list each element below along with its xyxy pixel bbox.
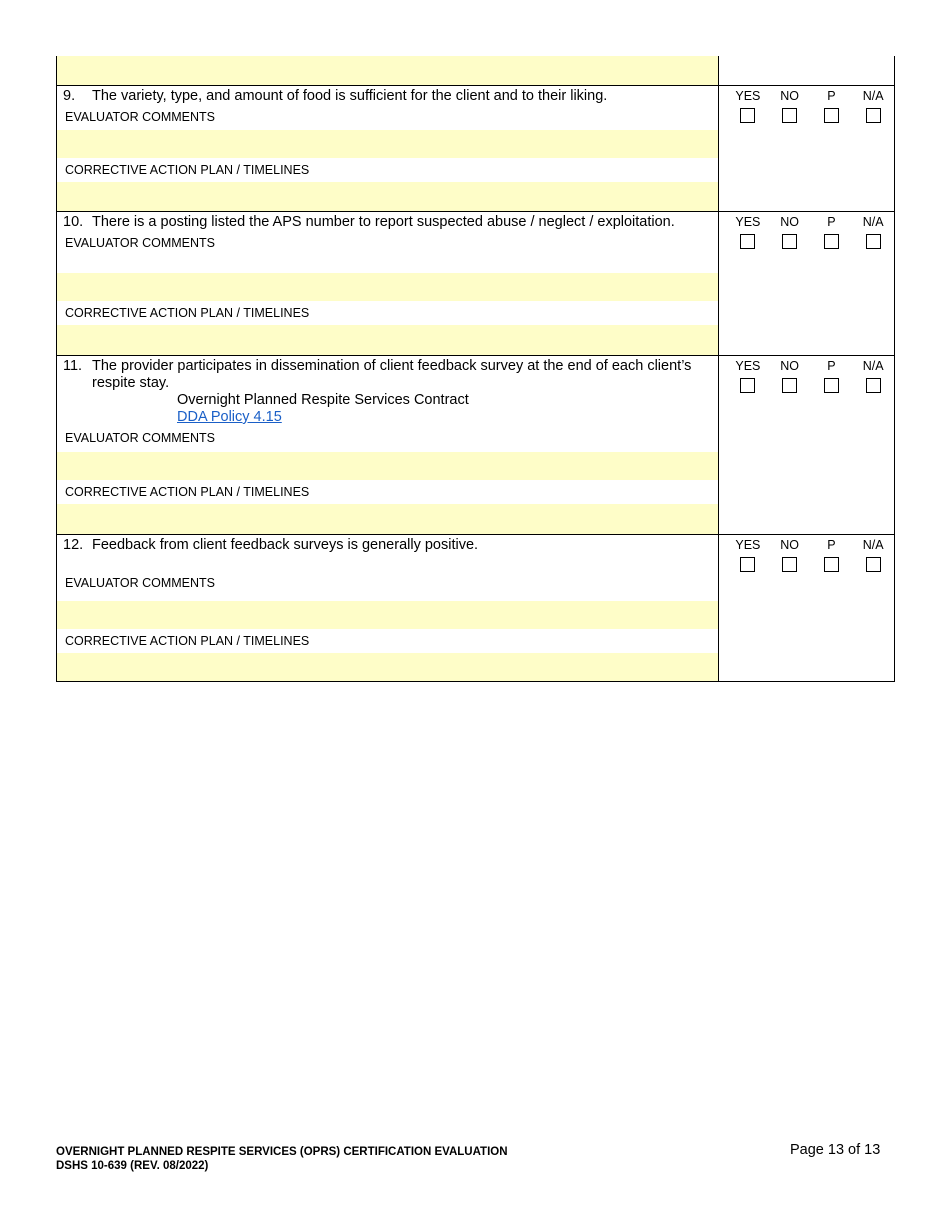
no-checkbox[interactable] <box>782 108 797 123</box>
form-id: DSHS 10-639 (REV. 08/2022) <box>56 1160 209 1172</box>
corrective-action-label: CORRECTIVE ACTION PLAN / TIMELINES <box>65 634 310 648</box>
option-yes-label: YES <box>735 215 761 229</box>
form-footer <box>56 1145 508 1173</box>
answer-options <box>719 356 895 452</box>
evaluator-comments-field[interactable] <box>56 452 719 480</box>
corrective-action-field[interactable] <box>56 653 719 682</box>
form-title: OVERNIGHT PLANNED RESPITE SERVICES (OPRS) CERTIFICATION EVALUATION <box>56 1146 508 1158</box>
evaluator-comments-field[interactable] <box>56 601 719 629</box>
prev-corrective-field[interactable] <box>56 56 719 85</box>
dda-policy-link[interactable]: DDA Policy 4.15 <box>177 409 282 425</box>
na-checkbox[interactable] <box>866 378 881 393</box>
corrective-action-field[interactable] <box>56 325 719 355</box>
prev-corrective-field-row <box>56 56 895 85</box>
no-checkbox[interactable] <box>782 378 797 393</box>
option-p-label: P <box>827 359 836 373</box>
yes-checkbox[interactable] <box>740 378 755 393</box>
evaluator-comments-field[interactable] <box>56 273 719 301</box>
contract-reference: Overnight Planned Respite Services Contract <box>177 392 469 408</box>
page-number: Page 13 of 13 <box>790 1142 881 1158</box>
no-checkbox[interactable] <box>782 234 797 249</box>
corrective-action-field[interactable] <box>56 182 719 211</box>
p-checkbox[interactable] <box>824 378 839 393</box>
option-no-label: NO <box>780 215 799 229</box>
na-checkbox[interactable] <box>866 108 881 123</box>
evaluator-comments-label: EVALUATOR COMMENTS <box>65 110 216 124</box>
question-10-row <box>56 211 895 273</box>
question-12-row <box>56 534 895 601</box>
question-11-row <box>56 355 895 452</box>
question-number: 10. <box>63 214 84 230</box>
question-text: The provider participates in dissemination of client feedback survey at the end of each client’s respite stay. <box>92 358 692 391</box>
option-p-label: P <box>827 215 836 229</box>
answer-options <box>719 86 895 130</box>
yes-checkbox[interactable] <box>740 234 755 249</box>
question-text: There is a posting listed the APS number to report suspected abuse / neglect / exploitation. <box>92 214 675 230</box>
corrective-action-field[interactable] <box>56 504 719 534</box>
p-checkbox[interactable] <box>824 234 839 249</box>
evaluator-comments-label: EVALUATOR COMMENTS <box>65 236 216 250</box>
option-no-label: NO <box>780 359 799 373</box>
corrective-action-label: CORRECTIVE ACTION PLAN / TIMELINES <box>65 163 310 177</box>
option-yes-label: YES <box>735 89 761 103</box>
option-p-label: P <box>827 538 836 552</box>
question-text: The variety, type, and amount of food is sufficient for the client and to their liking. <box>92 88 608 104</box>
question-number: 12. <box>63 537 84 553</box>
question-number: 11. <box>63 358 83 374</box>
evaluation-form <box>56 56 895 682</box>
yes-checkbox[interactable] <box>740 108 755 123</box>
corrective-action-label: CORRECTIVE ACTION PLAN / TIMELINES <box>65 306 310 320</box>
question-number: 9. <box>63 88 76 104</box>
option-na-label: N/A <box>862 538 884 552</box>
option-na-label: N/A <box>862 359 884 373</box>
option-p-label: P <box>827 89 836 103</box>
question-9-row <box>56 85 895 130</box>
option-na-label: N/A <box>862 89 884 103</box>
na-checkbox[interactable] <box>866 234 881 249</box>
yes-checkbox[interactable] <box>740 557 755 572</box>
option-na-label: N/A <box>862 215 884 229</box>
p-checkbox[interactable] <box>824 557 839 572</box>
option-yes-label: YES <box>735 359 761 373</box>
p-checkbox[interactable] <box>824 108 839 123</box>
na-checkbox[interactable] <box>866 557 881 572</box>
question-text: Feedback from client feedback surveys is generally positive. <box>92 537 479 553</box>
evaluator-comments-field[interactable] <box>56 130 719 158</box>
option-no-label: NO <box>780 538 799 552</box>
no-checkbox[interactable] <box>782 557 797 572</box>
evaluator-comments-label: EVALUATOR COMMENTS <box>65 431 216 445</box>
evaluator-comments-label: EVALUATOR COMMENTS <box>65 576 216 590</box>
option-yes-label: YES <box>735 538 761 552</box>
answer-options <box>719 535 895 601</box>
answer-options <box>719 212 895 273</box>
corrective-action-label: CORRECTIVE ACTION PLAN / TIMELINES <box>65 485 310 499</box>
option-no-label: NO <box>780 89 799 103</box>
